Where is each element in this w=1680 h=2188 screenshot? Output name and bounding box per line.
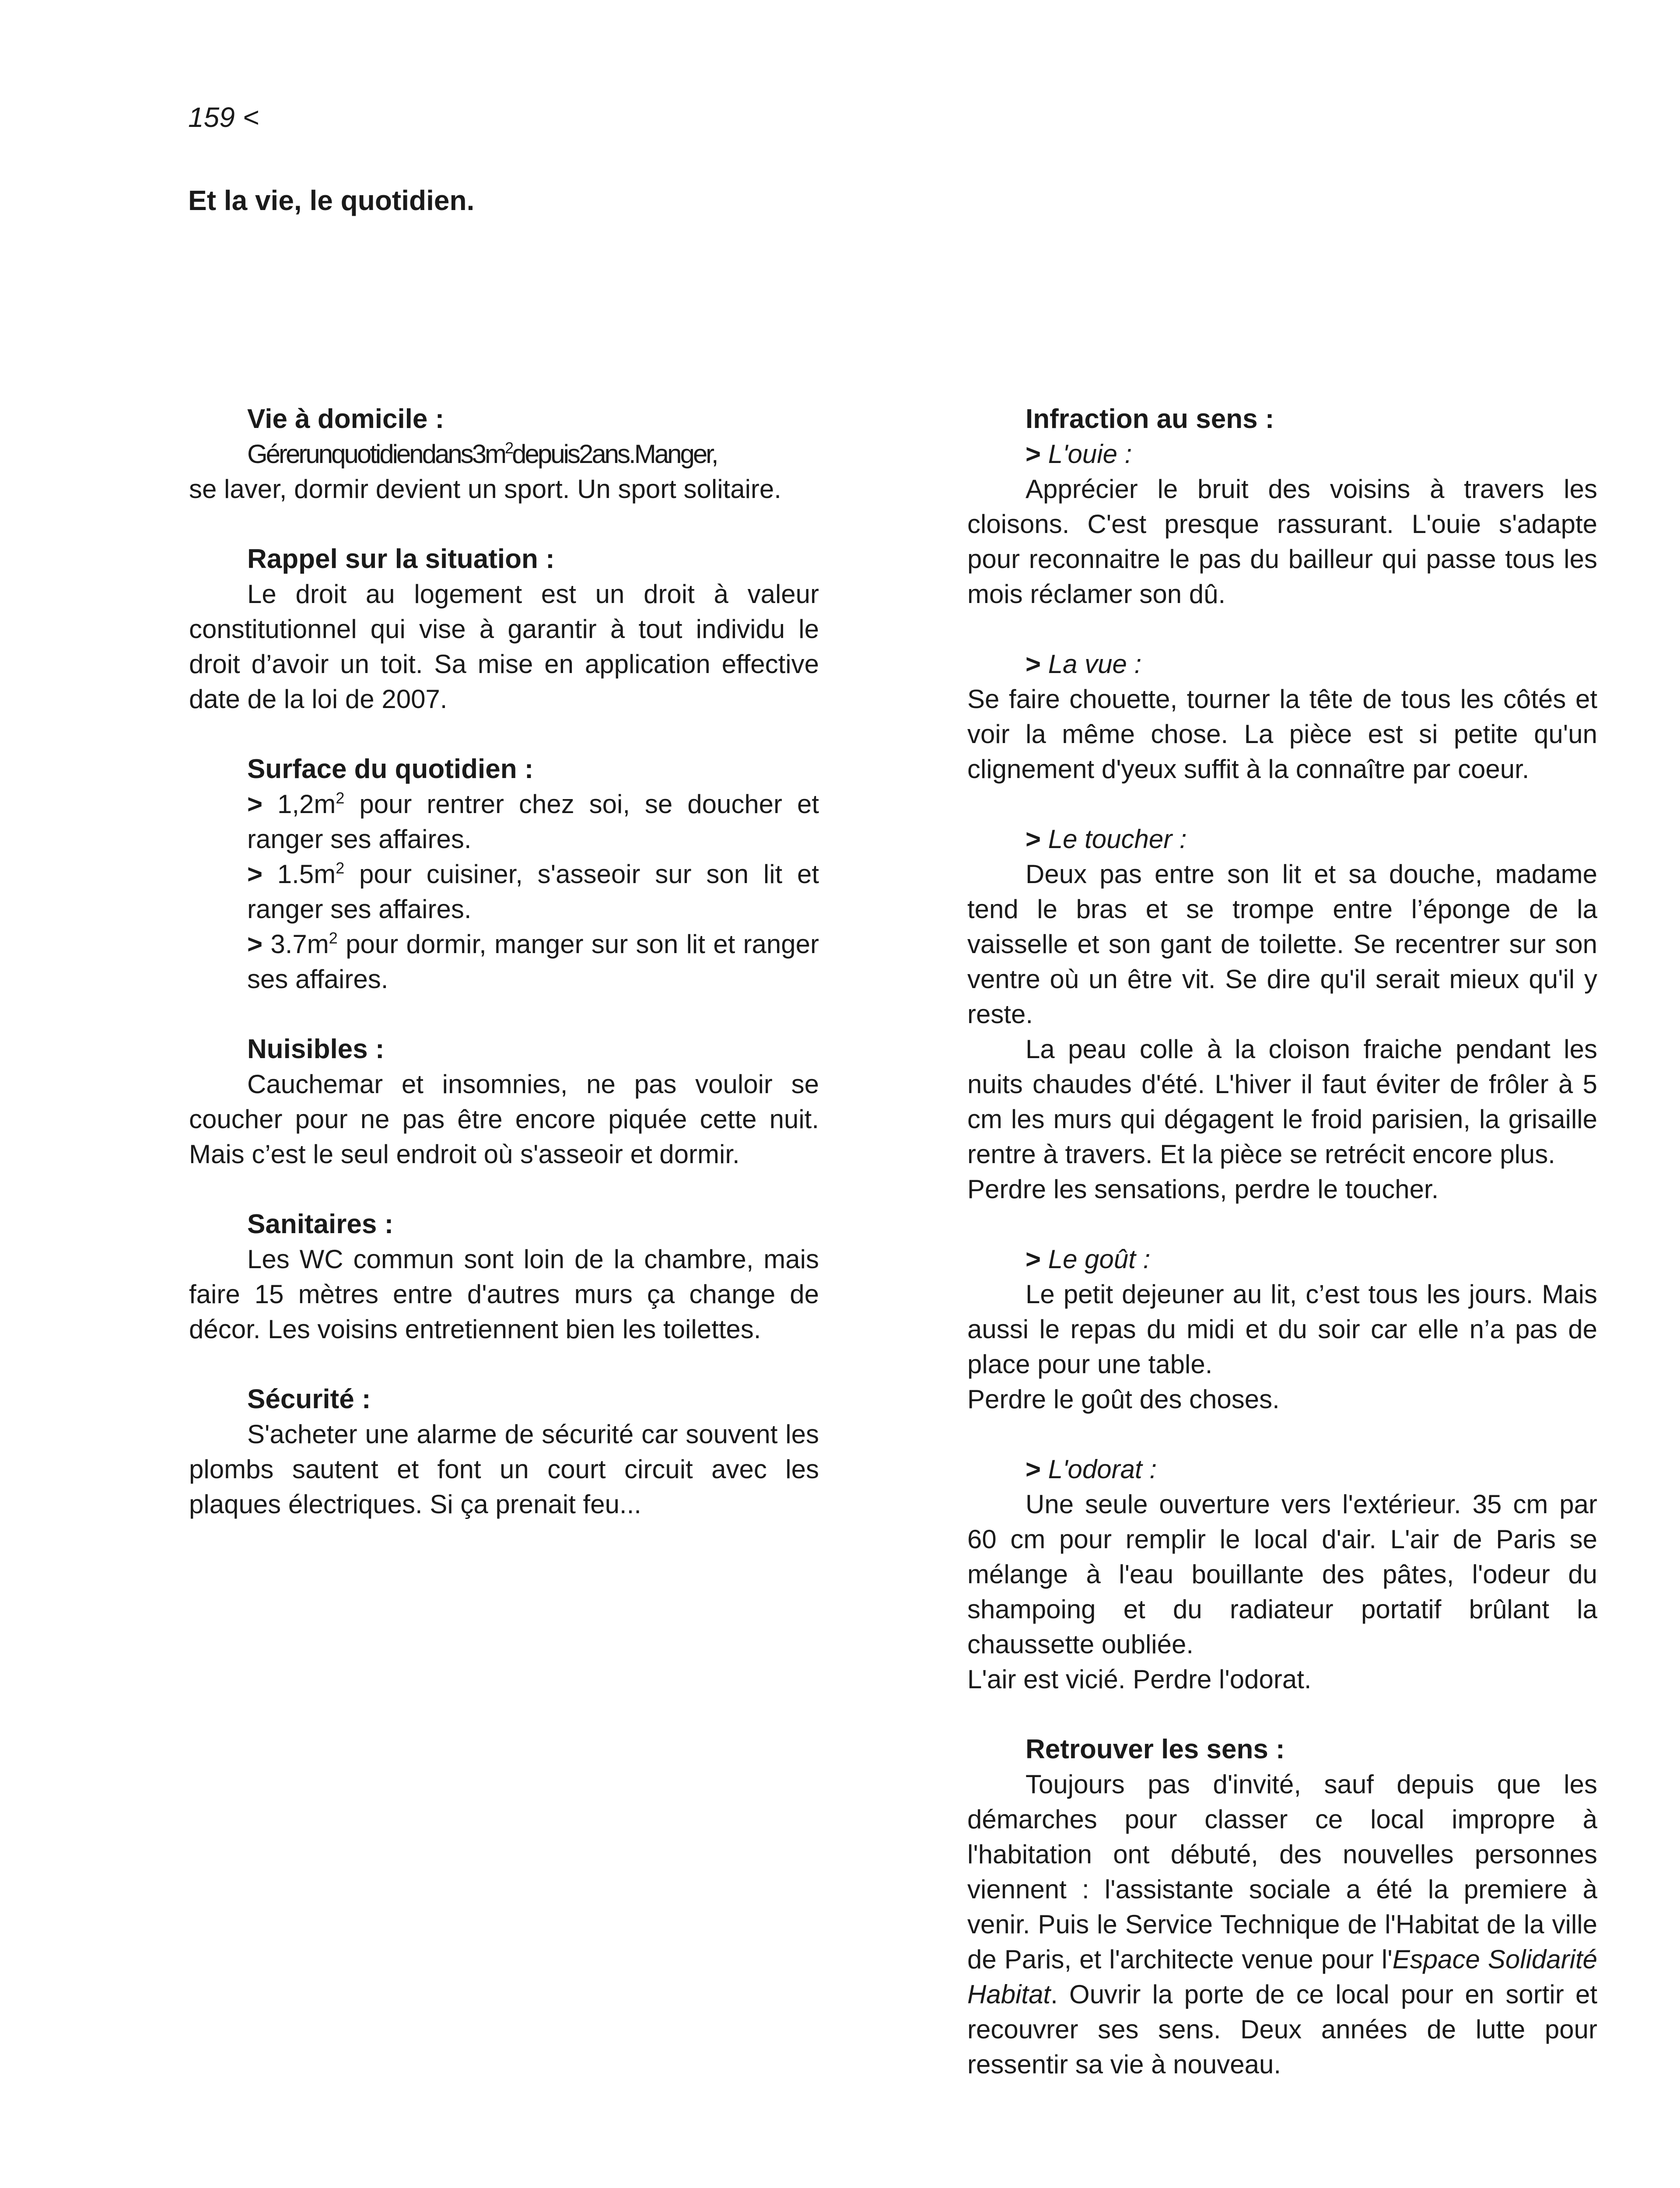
surface-item — [189, 787, 819, 857]
section-nuisibles — [189, 1032, 819, 1172]
surface-value: 1.5m — [262, 859, 336, 889]
heading-sanitaires: Sanitaires : — [247, 1209, 394, 1239]
heading-securite: Sécurité : — [247, 1384, 371, 1414]
retrouver-text — [967, 1767, 1597, 2082]
surface-text: pour dormir, manger sur son lit et ranger ses affaires. — [247, 929, 819, 994]
rappel-text: Le droit au logement est un droit à valeur constitutionnel qui vise à garantir à tout individu le droit d’avoir un toit. Sa mise en application effective date de la loi de 2007. — [189, 579, 819, 714]
toucher-text-3: Perdre les sensations, perdre le toucher. — [967, 1175, 1439, 1204]
retrouver-text-after: . Ouvrir la porte de ce local pour en sortir et recouvrer ses sens. Deux années de lutte pour ressentir sa vie à nouveau. — [967, 1980, 1597, 2079]
sense-label-text: Le toucher : — [1041, 824, 1187, 854]
vie-text-after: depuis2ans.Manger, — [512, 439, 717, 469]
toucher-text-1: Deux pas entre son lit et sa douche, madame tend le bras et se trompe entre l’éponge de la vaisselle et son gant de toilette. Se recentrer sur son ventre où un être vit. Se dire qu'il serait mieux qu'il y reste. — [967, 859, 1597, 1029]
section-gout — [967, 1242, 1597, 1417]
vie-superscript: 2 — [505, 439, 512, 457]
sense-label-odorat — [967, 1452, 1597, 1487]
bullet-marker: > — [1026, 824, 1041, 854]
page-number: 159 < — [188, 102, 259, 133]
heading-nuisibles: Nuisibles : — [247, 1034, 385, 1064]
ouie-text: Apprécier le bruit des voisins à travers les cloisons. C'est presque rassurant. L'ouie s'adapte pour reconnaitre le pas du bailleur qui passe tous les mois réclamer son dû. — [967, 474, 1597, 609]
gout-text-1: Le petit dejeuner au lit, c’est tous les jours. Mais aussi le repas du midi et du soir car elle n’a pas de place pour une table. — [967, 1280, 1597, 1379]
surface-item — [189, 857, 819, 927]
retrouver-text-before: Toujours pas d'invité, sauf depuis que les démarches pour classer ce local impropre à l'habitation ont débuté, des nouvelles personnes viennent : l'assistante sociale a été la premiere à venir. Puis le Service Technique de l'Habitat de la ville de Paris, et l'architecte venue pour l' — [967, 1770, 1597, 1974]
bullet-marker: > — [247, 859, 263, 889]
gout-text-2: Perdre le goût des choses. — [967, 1385, 1280, 1414]
surface-value: 1,2m — [262, 789, 336, 819]
heading-vie-a-domicile: Vie à domicile : — [247, 404, 444, 434]
section-securite — [189, 1382, 819, 1522]
surface-superscript: 2 — [336, 789, 345, 807]
section-vie-a-domicile — [189, 402, 819, 507]
sense-label-ouie — [967, 437, 1597, 472]
surface-text: pour rentrer chez soi, se doucher et ranger ses affaires. — [247, 789, 819, 854]
section-odorat — [967, 1452, 1597, 1697]
section-retrouver — [967, 1732, 1597, 2082]
section-infraction — [967, 402, 1597, 612]
nuisibles-text: Cauchemar et insomnies, ne pas vouloir se coucher pour ne pas être encore piquée cette nuit. Mais c’est le seul endroit où s'asseoir et dormir. — [189, 1069, 819, 1169]
surface-item — [189, 927, 819, 997]
page-title: Et la vie, le quotidien. — [188, 185, 475, 216]
retrouver-text-italic: Espace Solidarité Habitat — [967, 1945, 1597, 2009]
heading-surface: Surface du quotidien : — [247, 754, 534, 784]
sense-label-text: L'odorat : — [1041, 1455, 1157, 1484]
sense-label-vue — [967, 647, 1597, 682]
section-rappel — [189, 542, 819, 717]
securite-text: S'acheter une alarme de sécurité car souvent les plombs sautent et font un court circuit avec les plaques électriques. Si ça prenait feu... — [189, 1420, 819, 1519]
bullet-marker: > — [1026, 1245, 1041, 1274]
toucher-text-2: La peau colle à la cloison fraiche pendant les nuits chaudes d'été. L'hiver il faut éviter de frôler à 5 cm les murs qui dégagent le froid parisien, la grisaille rentre à travers. Et la pièce se retrécit encore plus. — [967, 1034, 1597, 1169]
bullet-marker: > — [1026, 1455, 1041, 1484]
surface-text: pour cuisiner, s'asseoir sur son lit et ranger ses affaires. — [247, 859, 819, 924]
bullet-marker: > — [247, 789, 263, 819]
bullet-marker: > — [247, 929, 263, 959]
bullet-marker: > — [1026, 439, 1041, 469]
surface-value: 3.7m — [262, 929, 329, 959]
vie-text-before: Gérerunquotidiendans3m — [247, 439, 505, 469]
vie-a-domicile-first-line — [189, 437, 819, 472]
sense-label-text: La vue : — [1041, 649, 1142, 679]
vie-a-domicile-text: se laver, dormir devient un sport. Un sport solitaire. — [189, 474, 781, 504]
sense-label-toucher — [967, 822, 1597, 857]
heading-retrouver: Retrouver les sens : — [1026, 1734, 1285, 1764]
surface-superscript: 2 — [329, 929, 338, 947]
sense-label-text: L'ouie : — [1041, 439, 1132, 469]
heading-rappel: Rappel sur la situation : — [247, 544, 555, 574]
right-column — [967, 402, 1597, 2117]
section-toucher — [967, 822, 1597, 1207]
section-surface — [189, 752, 819, 997]
left-column — [189, 402, 819, 1557]
vue-text: Se faire chouette, tourner la tête de tous les côtés et voir la même chose. La pièce est si petite qu'un clignement d'yeux suffit à la connaître par coeur. — [967, 684, 1597, 784]
odorat-text-2: L'air est vicié. Perdre l'odorat. — [967, 1665, 1312, 1694]
section-vue — [967, 647, 1597, 787]
sense-label-gout — [967, 1242, 1597, 1277]
odorat-text-1: Une seule ouverture vers l'extérieur. 35 cm par 60 cm pour remplir le local d'air. L'air de Paris se mélange à l'eau bouillante des pâtes, l'odeur du shampoing et du radiateur portatif brûlant la chaussette oubliée. — [967, 1490, 1597, 1659]
bullet-marker: > — [1026, 649, 1041, 679]
sanitaires-text: Les WC commun sont loin de la chambre, mais faire 15 mètres entre d'autres murs ça change de décor. Les voisins entretiennent bien les toilettes. — [189, 1245, 819, 1344]
section-sanitaires — [189, 1207, 819, 1347]
heading-infraction: Infraction au sens : — [1026, 404, 1274, 434]
sense-label-text: Le goût : — [1041, 1245, 1151, 1274]
surface-superscript: 2 — [336, 859, 345, 877]
